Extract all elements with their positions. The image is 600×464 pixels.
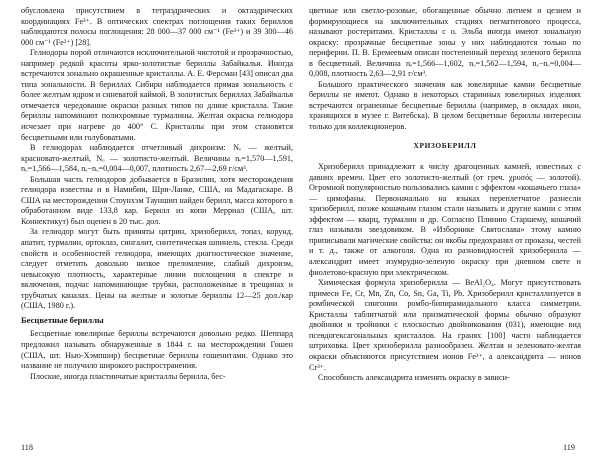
right-page-number: 119 — [563, 443, 575, 452]
section-heading-colorless-beryl: Бесцветные бериллы — [21, 314, 104, 325]
section-heading-chrysoberyl: ХРИЗОБЕРИЛЛ — [413, 140, 477, 150]
right-section-paragraph-2: Химическая формула хризоберилла — BeAl₂O₄. Могут присутствовать примеси Fe, Cr, Mn, Zn, Co, Sn, Ga, Ti, Pb. Хризоберилл кристаллизуется в ромбической сингонии ромбо-бипирамидального класса симметрии. Кристаллы таблитчатой или призматической формы обычно образуют двойники и тройники с плоскостью двойникования (031), имеющие вид псевдогексагональных кристаллов. На гранях [100] часто наблюдается штриховка. Цвет хризоберилла разнообразен. Желтая и зеленовато-желтая окраски объясняются присутствием ионов Fe³⁺, а александрита — ионов Cr³⁺. — [309, 278, 581, 372]
right-page-column — [309, 6, 581, 384]
left-page-number: 118 — [21, 443, 33, 452]
left-paragraph-2: Гелиодоры порой отличаются исключительной чистотой и прозрачностью, например редкой красоты ярко-золотистые бериллы Забайкалья. Иногда встречаются зонально окрашенные кристаллы. А. Е. Ферсман [43] описал два типа зональности. В бериллах Сибири наблюдается прямая зональность с более желтым ядром и синеватой каймой. В золотистых бериллах Забайкалья отмечается чередование окраски разных типов по длине кристалла. Такие бериллы напоминают полихромные турмалины. Желтая окраска гелиодора исчезает при нагреве до 400° С. Кристаллы при этом становятся бесцветными или голубоватыми. — [21, 48, 293, 142]
left-page-column — [21, 6, 293, 382]
left-section-paragraph-1: Бесцветные ювелирные бериллы встречаются довольно редко. Шеппард предложил называть обнаруженные в 1844 г. на месторождении Гошен (США, шт. Нью-Хэмпшир) бесцветные бериллы гошенитами. Однако это название не получило широкого распространения. — [21, 329, 293, 371]
left-section-paragraph-2: Плоские, иногда пластинчатые кристаллы берилла, бес- — [30, 371, 226, 381]
right-paragraph-2: Большого практического значения как ювелирные камни бесцветные бериллы не имеют. Однако в некоторых старинных ювелирных изделиях встречаются ограненные бесцветные бериллы (например, в окладах икон, хранящихся в музее г. Витебска). В целом бесцветные бериллы интересны только для коллекционеров. — [309, 79, 581, 132]
left-paragraph-5: За гелиодор могут быть приняты цитрин, хризоберилл, топаз, корунд, апатит, турмалин, ортоклаз, сингалит, синтетическая шпинель, стекла. Среди свойств и особенностей гелиодора, имеющих диагностическое значение, следует отметить довольно низкое преломление, слабый дихроизм, невысокую плотность, характерные линии поглощения в спектре и включения, подчас напоминающие трубки, расположенные в трещинах и трубчатых каналах. Цены на желтые и золотые бериллы 12—25 дол./кар (США, 1980 г.). — [21, 227, 293, 311]
right-paragraph-1: цветные или светло-розовые, обогащенные обычно литием и цезием и формирующиеся на заключительных стадиях пегматитового процесса, называют ростеритами. Кристаллы с о. Эльба иногда имеют зональную окраску: прозрачные бесцветные зоны у них наблюдаются только по периферии. П. В. Еремеевым описан постепенный переход зеленого берилла в бесцветный. Величина nₑ=1,566—1,602, nₒ=1,562—1,594, nₑ−nₒ=0,004—0,008, плотность 2,63—2,91 г/см³. — [309, 6, 581, 79]
right-section-paragraph-1: Хризоберилл принадлежит к числу драгоценных камней, известных с давних времен. Цвет его золотисто-желтый (от греч. χρυσός — золотой). Огромной популярностью пользовались камни с эффектом «кошачьего глаза» — цимофаны. Первоначально на языках переплетчатое разнесли хризоберилл, позже кошачьим глазом стали называть и другие камни с этим эффектом — кварц, турмалин и др. Согласно Плинию Старшему, кошачий глаз называли звездовиком. В «Изборнике Святослава» этому камню приписывали магические свойства: он якобы предохранял от проказы, честей и т. д., также от алкоголя. Одна из разновидностей хризоберилла — александрит имеет изумрудно-зеленую окраску при дневном свете и фиолетово-красную при электрическом. — [309, 162, 581, 277]
left-paragraph-4: Большая часть гелиодоров добывается в Бразилии, хотя месторождения гелиодора известны и в Намибии, Шри-Ланке, США, на Мадагаскаре. В США на месторождении Стоунхэм Тауншип найден берилл, масса которого в обработанном виде 133,8 кар. Берилл из копи Мерриал (США, шт. Коннектикут) был оценен в 20 тыс. дол. — [21, 174, 293, 226]
left-paragraph-1: обусловлена присутствием в тетраэдрических и октаэдрических координациях Fe³⁺. В оптических спектрах поглощения таких бериллов наблюдаются полосы поглощения: 28 000—37 000 см⁻¹ (Fe³⁺) и 39 300—46 000 см⁻¹ (Fe²⁺) [28]. — [21, 6, 293, 47]
right-section-paragraph-3: Способность александрита изменять окраску в зависи- — [318, 373, 510, 383]
left-paragraph-3: В гелиодорах наблюдается отчетливый дихроизм: Nₑ — желтый, красновато-желтый, Nₒ — золотисто-желтый. Величины nₑ=1,570—1,591, nₒ=1,566—1,584, nₑ−nₒ=0,004—0,007, плотность 2,67—2,69 г/см³. — [21, 143, 293, 174]
